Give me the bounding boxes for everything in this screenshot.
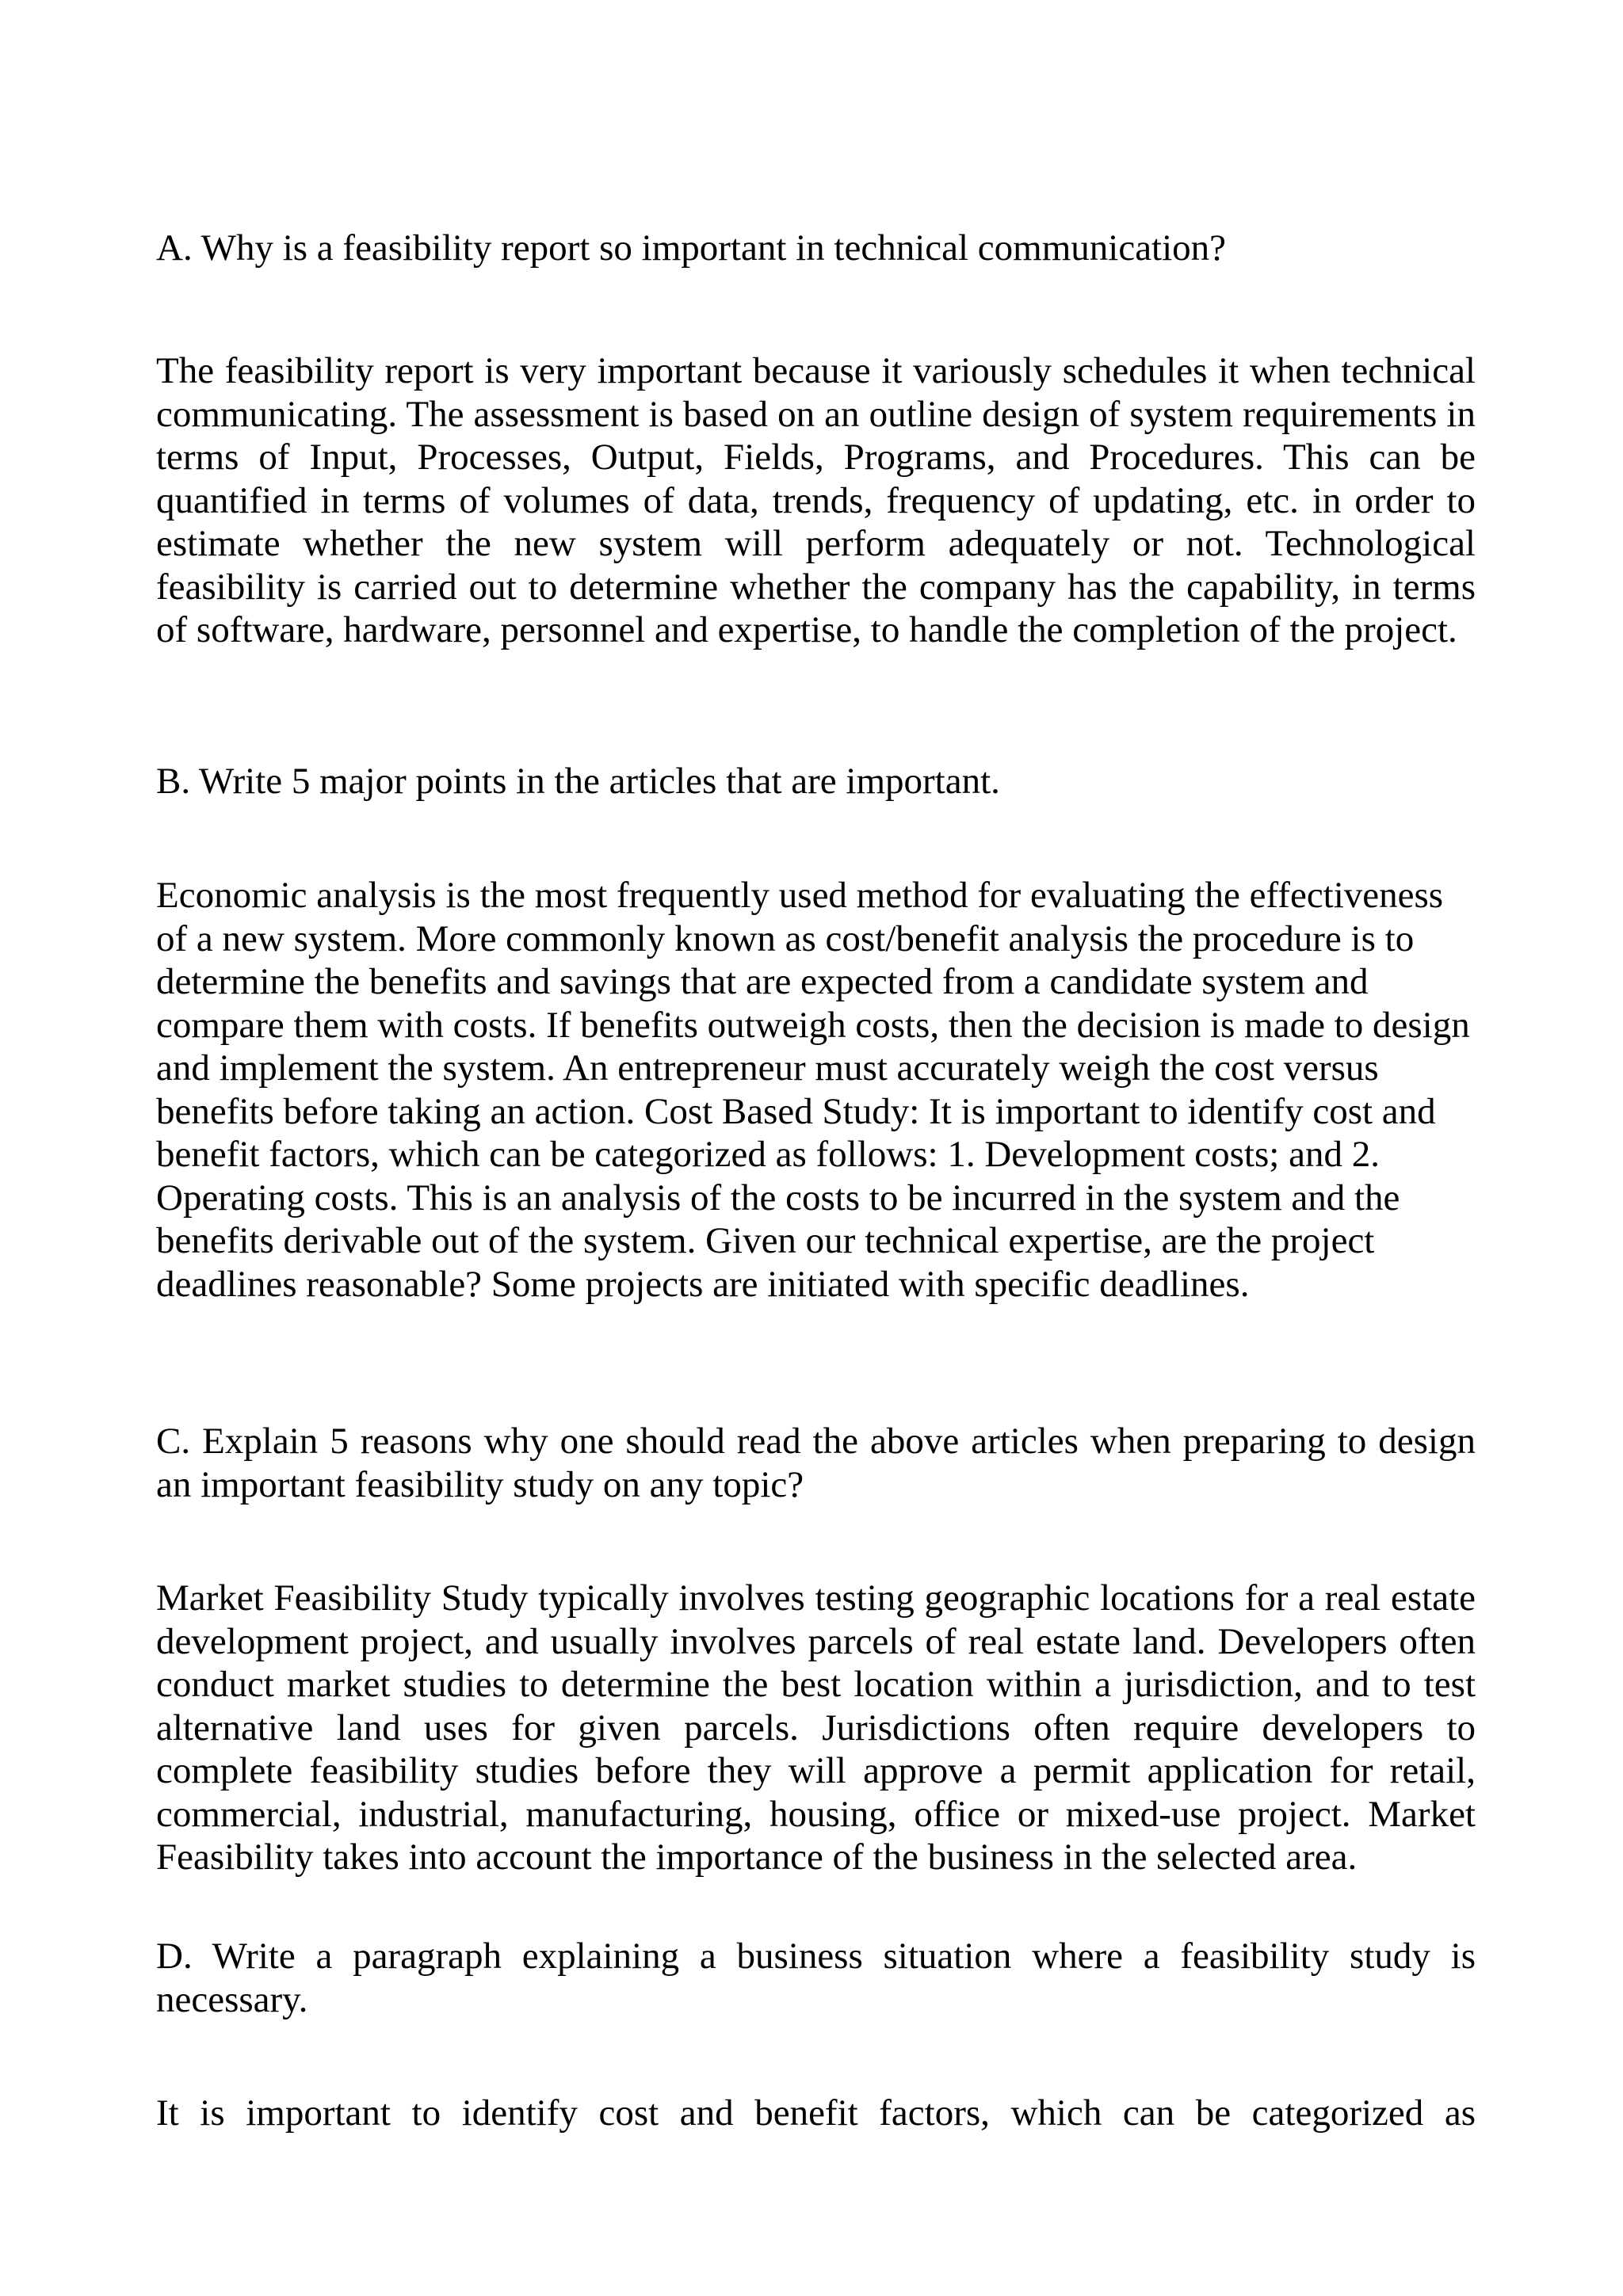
question-a-heading: A. Why is a feasibility report so important in technical communication? [156,227,1227,269]
question-d-heading: D. Write a paragraph explaining a business situation where a feasibility study is necessary. [156,1936,1476,2020]
question-c-heading: C. Explain 5 reasons why one should read the above articles when preparing to design an important feasibility study on any topic? [156,1421,1476,1505]
answer-c-paragraph: Market Feasibility Study typically involves testing geographic locations for a real estate development project, and usually involves parcels of real estate land. Developers often conduct market studies to determine the best location within a jurisdiction, and to test alternative land uses for given parcels. Jurisdictions often require developers to complete feasibility studies before they will approve a permit application for retail, commercial, industrial, manufacturing, housing, office or mixed-use project. Market Feasibility takes into account the importance of the business in the selected area. [156,1577,1476,1878]
answer-a-paragraph: The feasibility report is very important because it variously schedules it when technical communicating. The assessment is based on an outline design of system requirements in terms of Input, Processes, Output, Fields, Programs, and Procedures. This can be quantified in terms of volumes of data, trends, frequency of updating, etc. in order to estimate whether the new system will perform adequately or not. Technological feasibility is carried out to determine whether the company has the capability, in terms of software, hardware, personnel and expertise, to handle the completion of the project. [156,350,1476,650]
question-b-heading: B. Write 5 major points in the articles that are important. [156,761,1000,802]
answer-b-paragraph: Economic analysis is the most frequently used method for evaluating the effectiveness of a new system. More commonly known as cost/benefit analysis the procedure is to determine the benefits and savings that are expected from a candidate system and compare them with costs. If benefits outweigh costs, then the decision is made to design and implement the system. An entrepreneur must accurately weigh the cost versus benefits before taking an action. Cost Based Study: It is important to identify cost and benefit factors, which can be categorized as follows: 1. Development costs; and 2. Operating costs. This is an analysis of the costs to be incurred in the system and the benefits derivable out of the system. Given our technical expertise, are the project deadlines reasonable? Some projects are initiated with specific deadlines. [156,875,1470,1305]
answer-d-paragraph: It is important to identify cost and benefit factors, which can be categorized as [156,2092,1476,2134]
